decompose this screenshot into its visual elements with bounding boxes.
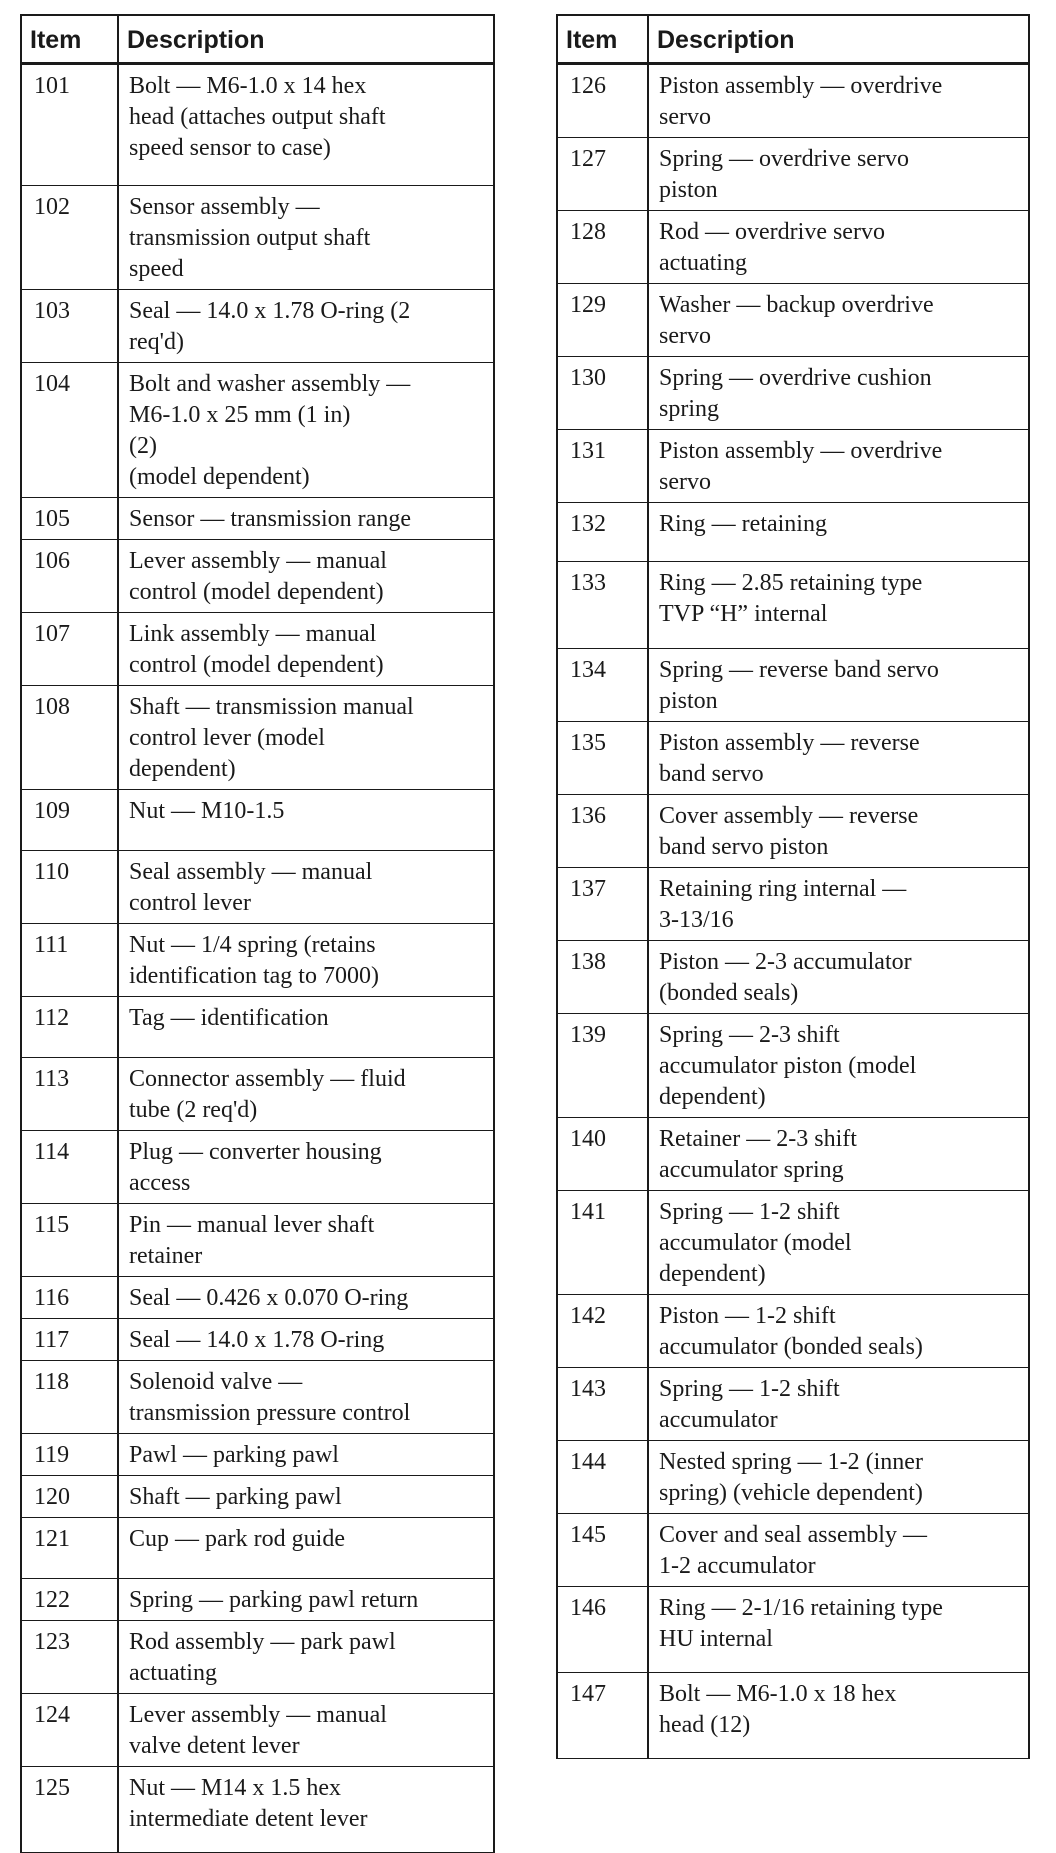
item-description: Shaft — parking pawl xyxy=(118,1476,494,1518)
table-row xyxy=(557,1014,1029,1118)
table-row xyxy=(557,284,1029,357)
item-number: 140 xyxy=(557,1118,648,1191)
item-description: Solenoid valve — transmission pressure control xyxy=(118,1361,494,1434)
table-row xyxy=(557,941,1029,1014)
item-description: Connector assembly — fluid tube (2 req'd) xyxy=(118,1058,494,1131)
item-description: Seal assembly — manual control lever xyxy=(118,851,494,924)
item-number: 119 xyxy=(21,1434,118,1476)
item-number: 115 xyxy=(21,1204,118,1277)
table-row xyxy=(557,1587,1029,1673)
item-number: 116 xyxy=(21,1277,118,1319)
item-description: Plug — converter housing access xyxy=(118,1131,494,1204)
table-row xyxy=(21,1204,494,1277)
table-row xyxy=(21,686,494,790)
item-number: 110 xyxy=(21,851,118,924)
item-description: Tag — identification xyxy=(118,997,494,1058)
item-description: Pawl — parking pawl xyxy=(118,1434,494,1476)
item-number: 118 xyxy=(21,1361,118,1434)
table-row xyxy=(21,1694,494,1767)
table-body xyxy=(557,64,1029,1759)
item-number: 105 xyxy=(21,498,118,540)
table-row xyxy=(21,363,494,498)
table-header-row xyxy=(557,15,1029,64)
table-row xyxy=(21,1058,494,1131)
table-row xyxy=(21,1131,494,1204)
item-number: 134 xyxy=(557,649,648,722)
item-description: Bolt and washer assembly — M6-1.0 x 25 mm (1 in) (2) (model dependent) xyxy=(118,363,494,498)
parts-table-right xyxy=(556,14,1030,1759)
item-description: Cover and seal assembly — 1-2 accumulator xyxy=(648,1514,1029,1587)
column-header-description: Description xyxy=(648,15,1029,64)
item-number: 104 xyxy=(21,363,118,498)
item-number: 126 xyxy=(557,64,648,138)
table-row xyxy=(557,1118,1029,1191)
item-number: 113 xyxy=(21,1058,118,1131)
item-description: Sensor assembly — transmission output shaft speed xyxy=(118,186,494,290)
item-number: 135 xyxy=(557,722,648,795)
item-number: 136 xyxy=(557,795,648,868)
table-row xyxy=(21,1767,494,1853)
table-row xyxy=(21,924,494,997)
item-description: Piston — 1-2 shift accumulator (bonded seals) xyxy=(648,1295,1029,1368)
item-description: Piston assembly — reverse band servo xyxy=(648,722,1029,795)
item-number: 120 xyxy=(21,1476,118,1518)
item-description: Lever assembly — manual control (model dependent) xyxy=(118,540,494,613)
item-description: Nested spring — 1-2 (inner spring) (vehicle dependent) xyxy=(648,1441,1029,1514)
table-row xyxy=(21,613,494,686)
item-number: 144 xyxy=(557,1441,648,1514)
table-row xyxy=(557,649,1029,722)
table-row xyxy=(557,722,1029,795)
table-row xyxy=(21,1277,494,1319)
table-row xyxy=(557,430,1029,503)
table-row xyxy=(21,1518,494,1579)
item-number: 102 xyxy=(21,186,118,290)
table-row xyxy=(557,1191,1029,1295)
item-description: Retainer — 2-3 shift accumulator spring xyxy=(648,1118,1029,1191)
item-description: Spring — reverse band servo piston xyxy=(648,649,1029,722)
item-description: Piston — 2-3 accumulator (bonded seals) xyxy=(648,941,1029,1014)
table-row xyxy=(21,64,494,186)
table-row xyxy=(21,851,494,924)
item-number: 129 xyxy=(557,284,648,357)
item-number: 121 xyxy=(21,1518,118,1579)
item-number: 128 xyxy=(557,211,648,284)
item-description: Spring — 2-3 shift accumulator piston (model dependent) xyxy=(648,1014,1029,1118)
item-description: Seal — 0.426 x 0.070 O-ring xyxy=(118,1277,494,1319)
item-number: 111 xyxy=(21,924,118,997)
item-description: Cover assembly — reverse band servo piston xyxy=(648,795,1029,868)
item-number: 131 xyxy=(557,430,648,503)
item-number: 124 xyxy=(21,1694,118,1767)
table-row xyxy=(557,1295,1029,1368)
item-number: 143 xyxy=(557,1368,648,1441)
item-description: Shaft — transmission manual control lever (model dependent) xyxy=(118,686,494,790)
parts-table-left xyxy=(20,14,495,1853)
item-description: Rod assembly — park pawl actuating xyxy=(118,1621,494,1694)
item-description: Piston assembly — overdrive servo xyxy=(648,430,1029,503)
table-row xyxy=(21,1476,494,1518)
item-number: 145 xyxy=(557,1514,648,1587)
item-description: Seal — 14.0 x 1.78 O-ring (2 req'd) xyxy=(118,290,494,363)
table-row xyxy=(21,1319,494,1361)
item-description: Link assembly — manual control (model dependent) xyxy=(118,613,494,686)
column-header-item: Item xyxy=(21,15,118,64)
item-description: Cup — park rod guide xyxy=(118,1518,494,1579)
item-number: 114 xyxy=(21,1131,118,1204)
table-row xyxy=(21,997,494,1058)
item-description: Seal — 14.0 x 1.78 O-ring xyxy=(118,1319,494,1361)
table-row xyxy=(21,1621,494,1694)
table-row xyxy=(557,795,1029,868)
item-number: 112 xyxy=(21,997,118,1058)
item-number: 137 xyxy=(557,868,648,941)
item-number: 133 xyxy=(557,562,648,649)
item-number: 107 xyxy=(21,613,118,686)
column-header-item: Item xyxy=(557,15,648,64)
item-number: 130 xyxy=(557,357,648,430)
table-row xyxy=(557,1368,1029,1441)
item-description: Spring — overdrive servo piston xyxy=(648,138,1029,211)
item-description: Ring — 2-1/16 retaining type HU internal xyxy=(648,1587,1029,1673)
table-row xyxy=(557,503,1029,562)
item-description: Sensor — transmission range xyxy=(118,498,494,540)
item-description: Spring — 1-2 shift accumulator (model dependent) xyxy=(648,1191,1029,1295)
item-description: Nut — M10-1.5 xyxy=(118,790,494,851)
item-number: 125 xyxy=(21,1767,118,1853)
item-description: Bolt — M6-1.0 x 18 hex head (12) xyxy=(648,1673,1029,1759)
table-row xyxy=(557,562,1029,649)
item-description: Nut — 1/4 spring (retains identification tag to 7000) xyxy=(118,924,494,997)
table-row xyxy=(21,1361,494,1434)
item-description: Ring — 2.85 retaining type TVP “H” internal xyxy=(648,562,1029,649)
item-number: 147 xyxy=(557,1673,648,1759)
item-description: Nut — M14 x 1.5 hex intermediate detent lever xyxy=(118,1767,494,1853)
table-body xyxy=(21,64,494,1853)
item-number: 146 xyxy=(557,1587,648,1673)
item-number: 141 xyxy=(557,1191,648,1295)
table-row xyxy=(21,540,494,613)
item-description: Retaining ring internal — 3-13/16 xyxy=(648,868,1029,941)
item-number: 122 xyxy=(21,1579,118,1621)
item-description: Pin — manual lever shaft retainer xyxy=(118,1204,494,1277)
item-description: Lever assembly — manual valve detent lever xyxy=(118,1694,494,1767)
table-row xyxy=(557,64,1029,138)
item-description: Piston assembly — overdrive servo xyxy=(648,64,1029,138)
item-description: Spring — parking pawl return xyxy=(118,1579,494,1621)
item-number: 108 xyxy=(21,686,118,790)
item-description: Spring — 1-2 shift accumulator xyxy=(648,1368,1029,1441)
table-row xyxy=(557,138,1029,211)
item-number: 109 xyxy=(21,790,118,851)
item-number: 103 xyxy=(21,290,118,363)
table-row xyxy=(557,1441,1029,1514)
item-description: Rod — overdrive servo actuating xyxy=(648,211,1029,284)
table-row xyxy=(557,1673,1029,1759)
item-number: 139 xyxy=(557,1014,648,1118)
table-row xyxy=(21,1579,494,1621)
item-number: 106 xyxy=(21,540,118,613)
table-row xyxy=(557,357,1029,430)
table-row xyxy=(557,1514,1029,1587)
item-number: 117 xyxy=(21,1319,118,1361)
column-header-description: Description xyxy=(118,15,494,64)
item-description: Bolt — M6-1.0 x 14 hex head (attaches output shaft speed sensor to case) xyxy=(118,64,494,186)
table-row xyxy=(21,1434,494,1476)
table-row xyxy=(557,211,1029,284)
table-row xyxy=(21,290,494,363)
table-row xyxy=(557,868,1029,941)
item-number: 142 xyxy=(557,1295,648,1368)
item-number: 101 xyxy=(21,64,118,186)
table-header-row xyxy=(21,15,494,64)
item-number: 123 xyxy=(21,1621,118,1694)
item-number: 138 xyxy=(557,941,648,1014)
table-row xyxy=(21,186,494,290)
item-description: Washer — backup overdrive servo xyxy=(648,284,1029,357)
item-number: 127 xyxy=(557,138,648,211)
item-number: 132 xyxy=(557,503,648,562)
item-description: Ring — retaining xyxy=(648,503,1029,562)
item-description: Spring — overdrive cushion spring xyxy=(648,357,1029,430)
table-row xyxy=(21,790,494,851)
table-row xyxy=(21,498,494,540)
